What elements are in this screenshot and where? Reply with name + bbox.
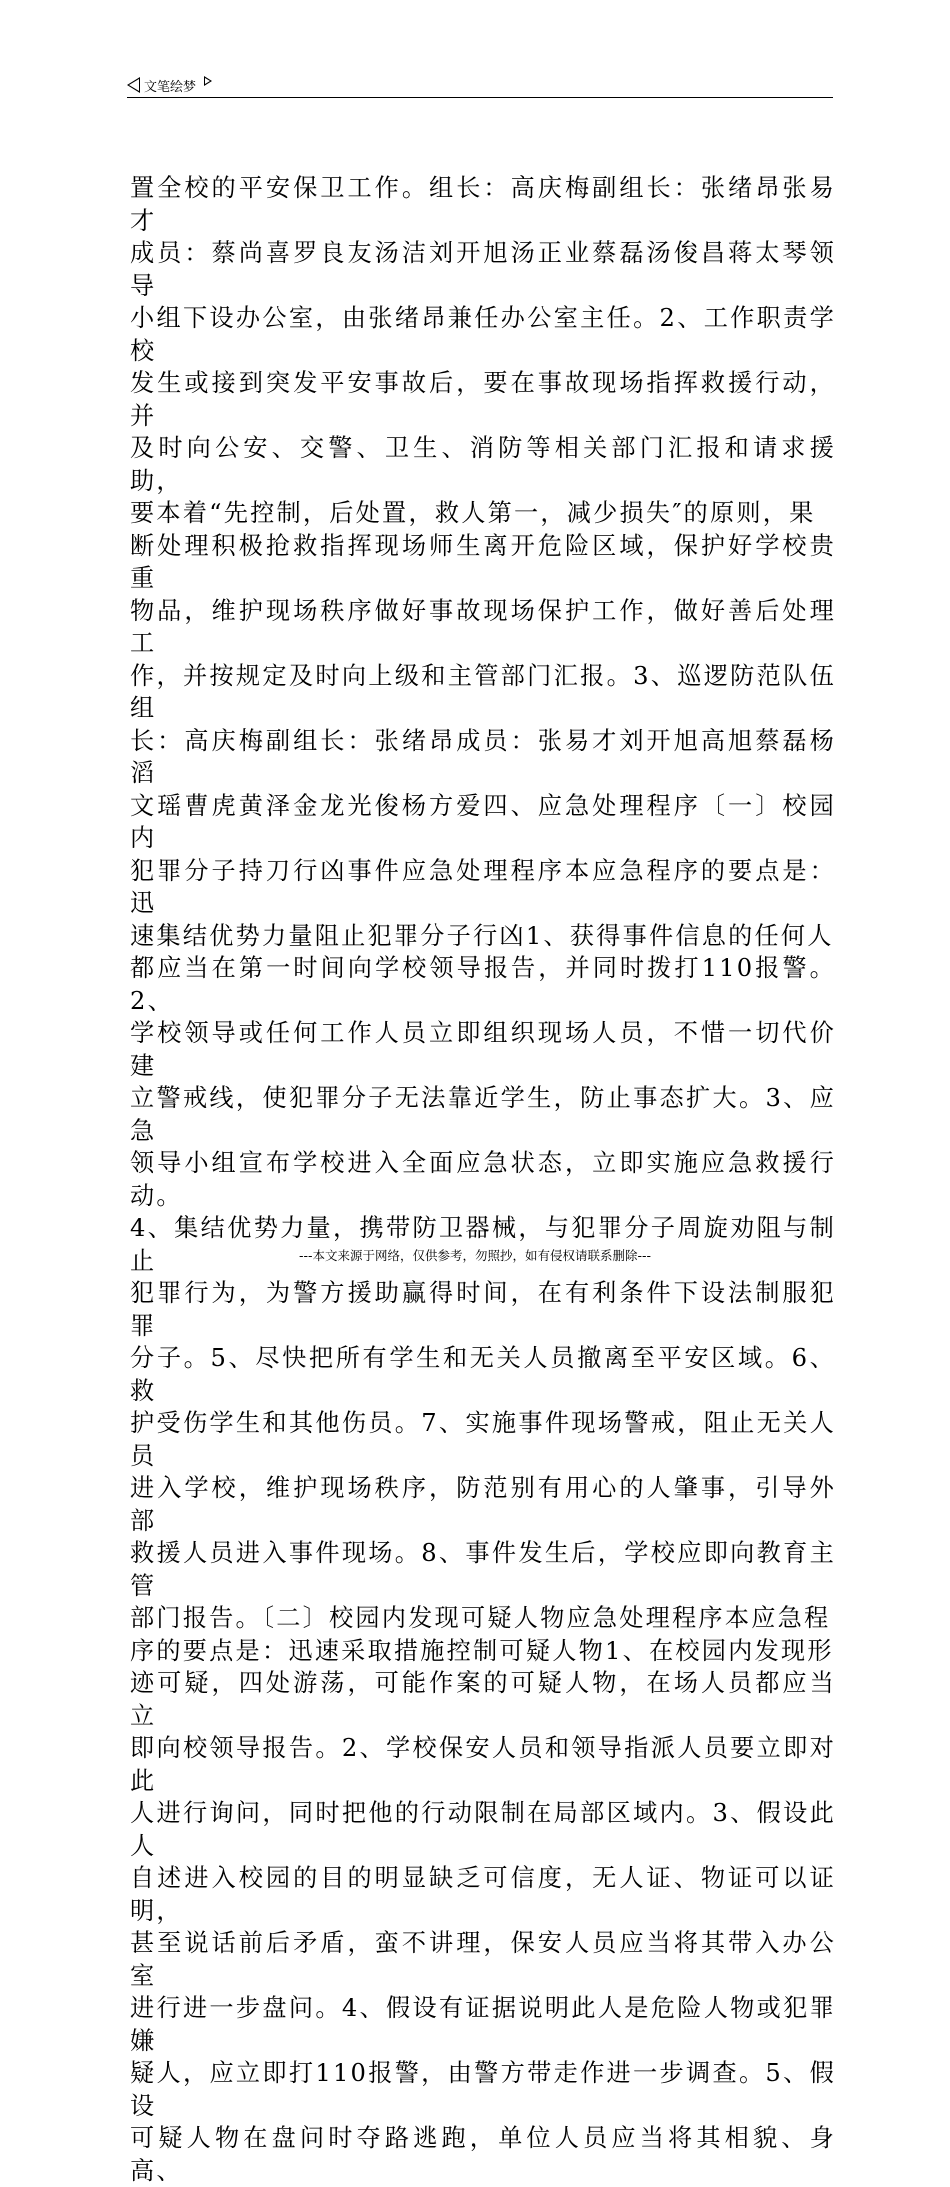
header-divider: [127, 97, 833, 98]
footer-disclaimer: ---本文来源于网络，仅供参考，勿照抄，如有侵权请联系删除---: [298, 1248, 652, 1263]
header-title: 文笔绘梦: [144, 79, 197, 95]
triangle-right-icon: [204, 76, 212, 86]
triangle-left-icon: [127, 77, 140, 93]
page-header: [127, 74, 212, 96]
body-paragraph: 置全校的平安保卫工作。组长：高庆梅副组长：张绪昂张易才 成员：蔡尚喜罗良友汤洁刘开旭汤正业蔡磊汤俊昌蒋太琴领导 小组下设办公室，由张绪昂兼任办公室主任。2、工作职责学校 发生或接到突发平安事故后，要在事故现场指挥救援行动，并 及时向公安、交警、卫生、消防等相关部门汇报和请求援助， 要本着“先控制，后处置，救人第一，减少损失″的原则，果 断处理积极抢救指挥现场师生离开危险区域，保护好学校贵重 物品，维护现场秩序做好事故现场保护工作，做好善后处理工 作，并按规定及时向上级和主管部门汇报。3、巡逻防范队伍组 长：高庆梅副组长：张绪昂成员：张易才刘开旭高旭蔡磊杨滔 文瑶曹虎黄泽金龙光俊杨方爱四、应急处理程序〔一〕校园内 犯罪分子持刀行凶事件应急处理程序本应急程序的要点是：迅 速集结优势力量阻止犯罪分子行凶1、获得事件信息的任何人 都应当在第一时间向学校领导报告，并同时拨打110报警。2、 学校领导或任何工作人员立即组织现场人员，不惜一切代价建 立警戒线，使犯罪分子无法靠近学生，防止事态扩大。3、应急 领导小组宣布学校进入全面应急状态，立即实施应急救援行动。 4、集结优势力量，携带防卫器械，与犯罪分子周旋劝阻与制止 犯罪行为，为警方援助赢得时间，在有利条件下设法制服犯罪 分子。5、尽快把所有学生和无关人员撤离至平安区域。6、救 护受伤学生和其他伤员。7、实施事件现场警戒，阻止无关人员 进入学校，维护现场秩序，防范别有用心的人肇事，引导外部 救援人员进入事件现场。8、事件发生后，学校应即向教育主管 部门报告。〔二〕校园内发现可疑人物应急处理程序本应急程 序的要点是：迅速采取措施控制可疑人物1、在校园内发现形 迹可疑，四处游荡，可能作案的可疑人物，在场人员都应当立 即向校领导报告。2、学校保安人员和领导指派人员要立即对此 人进行询问，同时把他的行动限制在局部区域内。3、假设此人 自述进入校园的目的明显缺乏可信度，无人证、物证可以证明， 甚至说话前后矛盾，蛮不讲理，保安人员应当将其带入办公室 进行进一步盘问。4、假设有证据说明此人是危险人物或犯罪嫌 疑人，应立即打110报警，由警方带走作进一步调查。5、假设 可疑人物在盘问时夺路逃跑，单位人员应当将其相貌、身高、: [130, 174, 836, 2185]
